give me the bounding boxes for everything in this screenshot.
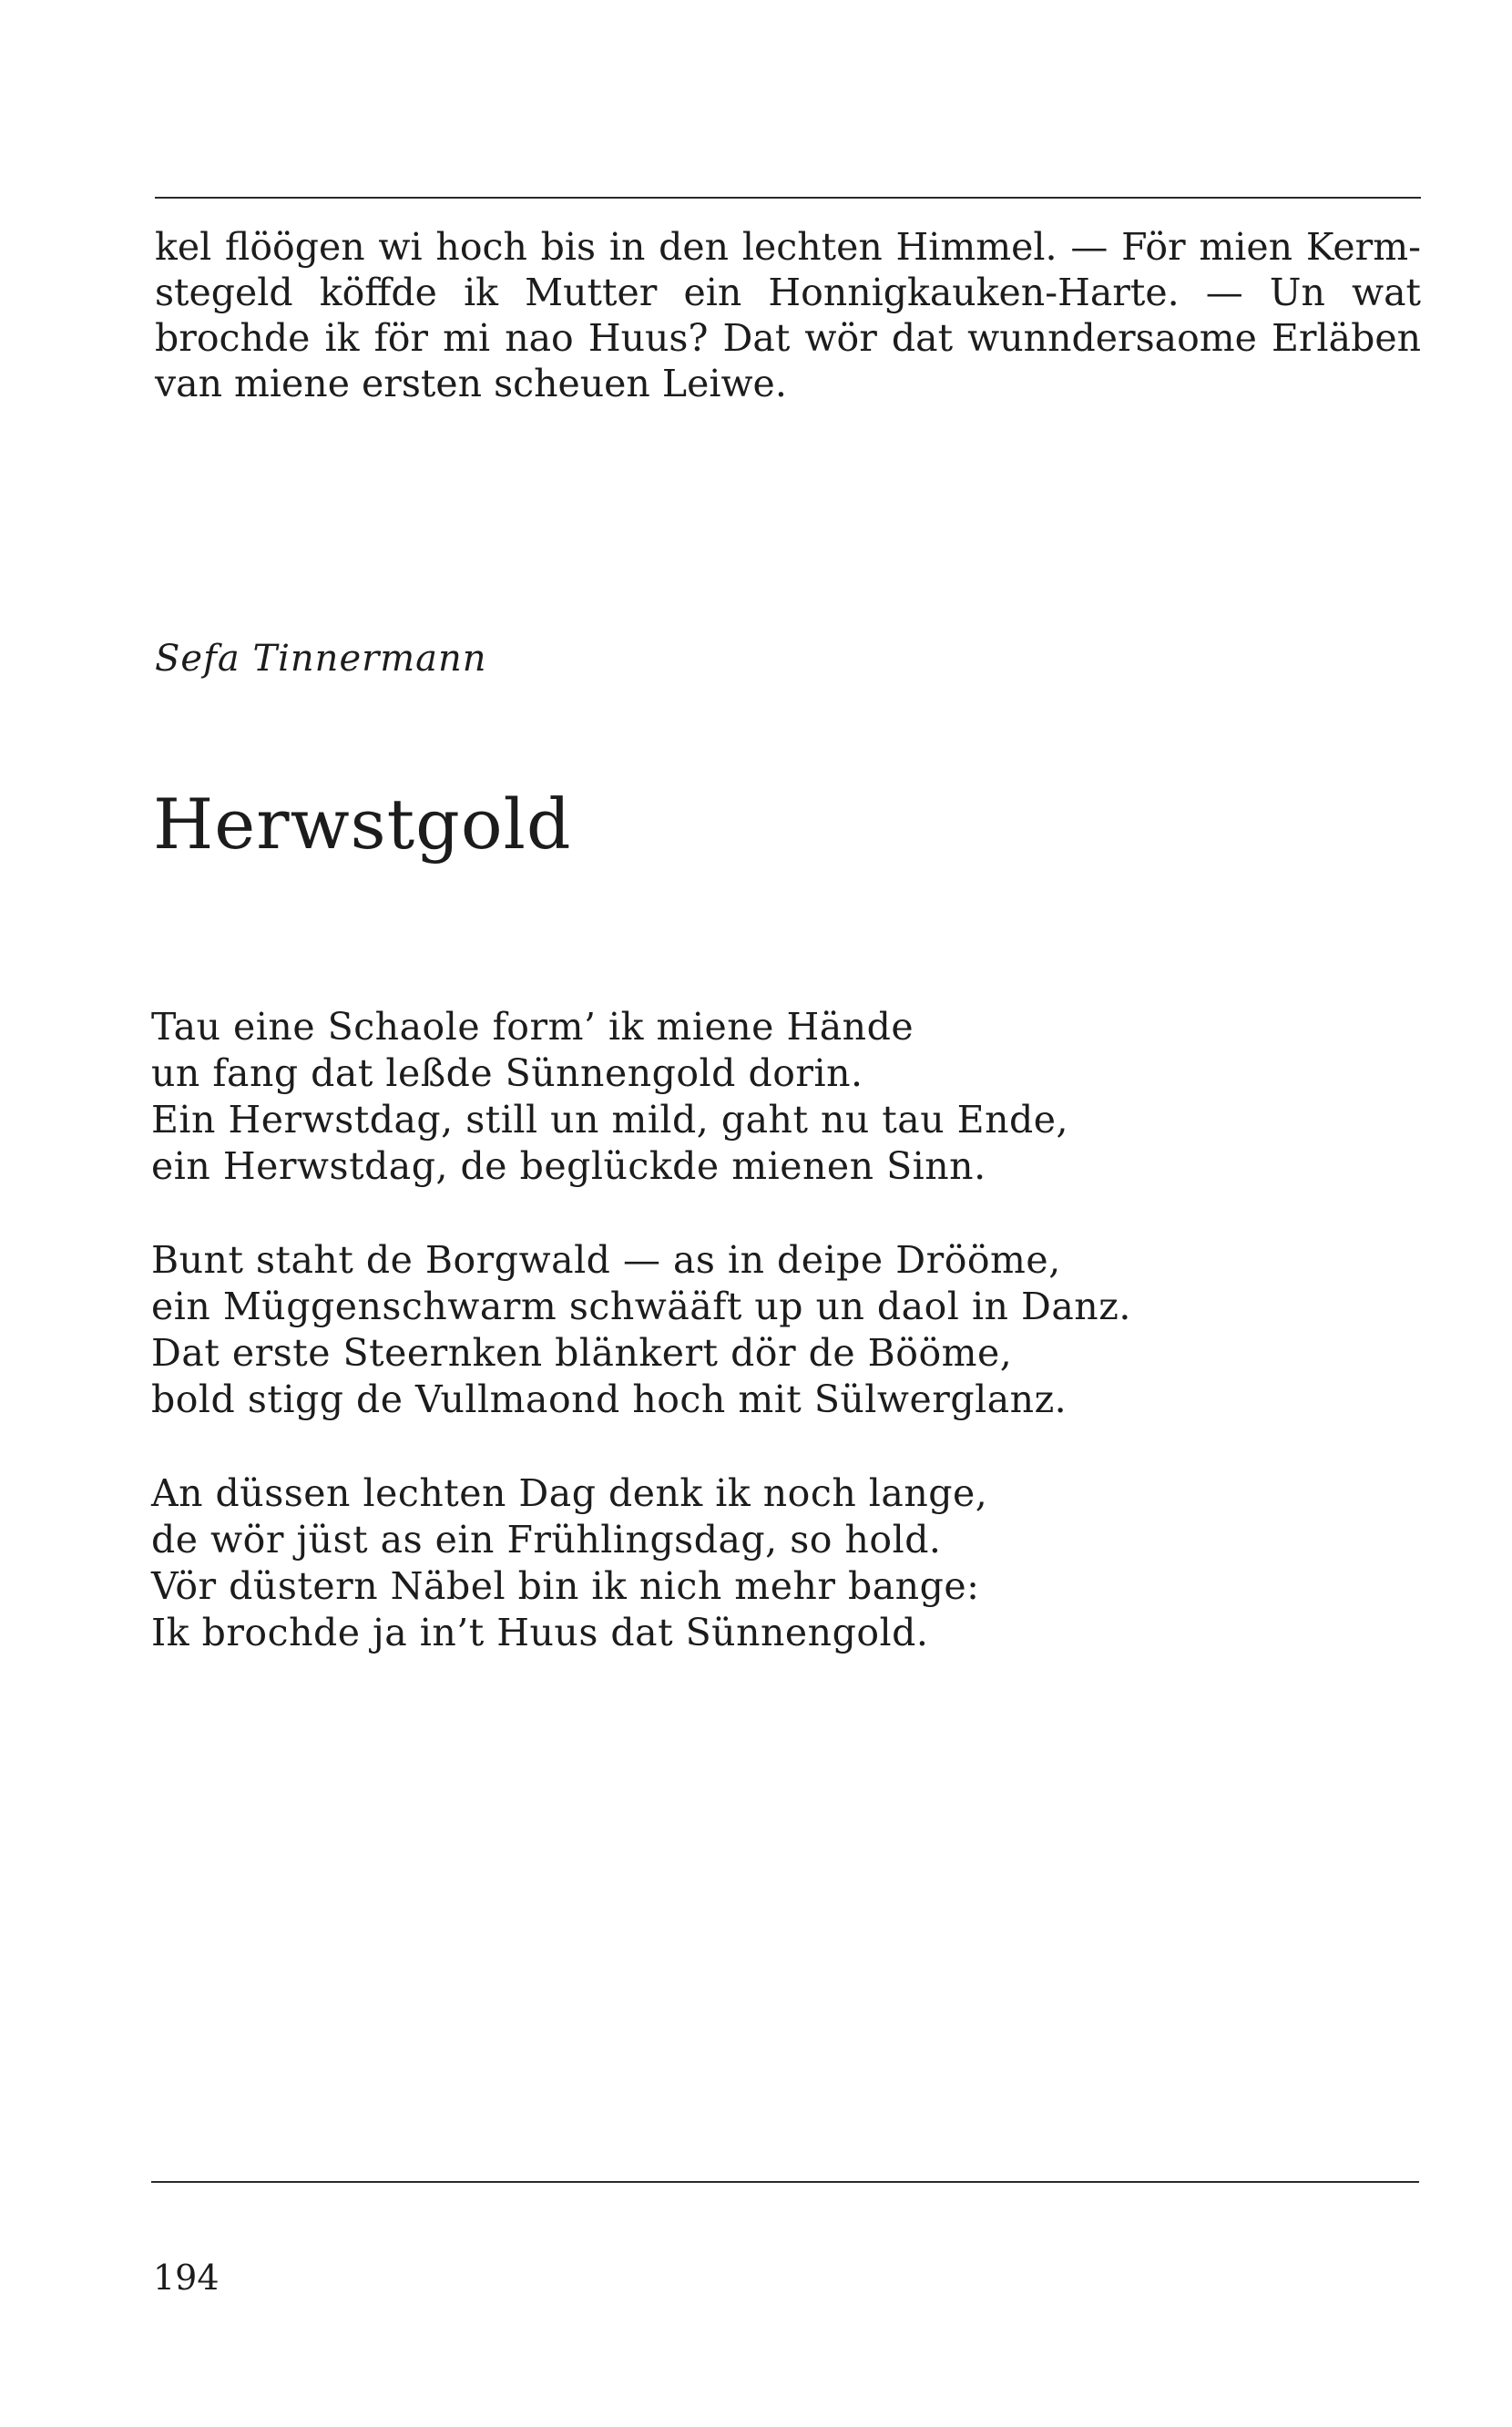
verse-line: Bunt staht de Borgwald — as in deipe Drööme, xyxy=(151,1238,1061,1282)
prose-line: van miene ersten scheuen Leiwe. xyxy=(155,362,787,405)
verse-line: de wör jüst as ein Frühlingsdag, so hold. xyxy=(151,1518,942,1562)
prose-line: stegeld köffde ik Mutter ein Honnigkauken-Harte. — Un wat xyxy=(155,271,1421,314)
verse-line: Dat erste Steernken blänkert dör de Bööme, xyxy=(151,1331,1013,1375)
verse-line: bold stigg de Vullmaond hoch mit Sülwerglanz. xyxy=(151,1377,1068,1421)
verse-line: Ik brochde ja in’t Huus dat Sünnengold. xyxy=(151,1611,929,1654)
verse-line: Vör düstern Näbel bin ik nich mehr bange: xyxy=(151,1564,980,1608)
prose-line: brochde ik för mi nao Huus? Dat wör dat wunndersaome Erläben xyxy=(155,316,1421,360)
stanza xyxy=(151,1237,1335,1423)
verse-line: Tau eine Schaole form’ ik miene Hände xyxy=(151,1005,914,1049)
verse-line: An düssen lechten Dag denk ik noch lange, xyxy=(151,1471,988,1515)
stanza xyxy=(151,1470,1335,1656)
verse-line: un fang dat leßde Sünnengold dorin. xyxy=(151,1051,863,1095)
verse-line: Ein Herwstdag, still un mild, gaht nu tau Ende, xyxy=(151,1098,1069,1142)
page-number: 194 xyxy=(153,2258,220,2298)
footer-rule xyxy=(151,2181,1419,2183)
prose-continuation xyxy=(155,224,1421,406)
verse-line: ein Herwstdag, de beglückde mienen Sinn. xyxy=(151,1144,986,1188)
verse-line: ein Müggenschwarm schwääft up un daol in Danz. xyxy=(151,1285,1131,1328)
poem-body xyxy=(151,1004,1335,1704)
prose-line: kel flöögen wi hoch bis in den lechten Himmel. — För mien Kerm- xyxy=(155,225,1421,269)
author-name: Sefa Tinnermann xyxy=(155,638,487,680)
stanza xyxy=(151,1004,1335,1190)
header-rule xyxy=(155,197,1421,199)
poem-title: Herwstgold xyxy=(153,783,572,865)
